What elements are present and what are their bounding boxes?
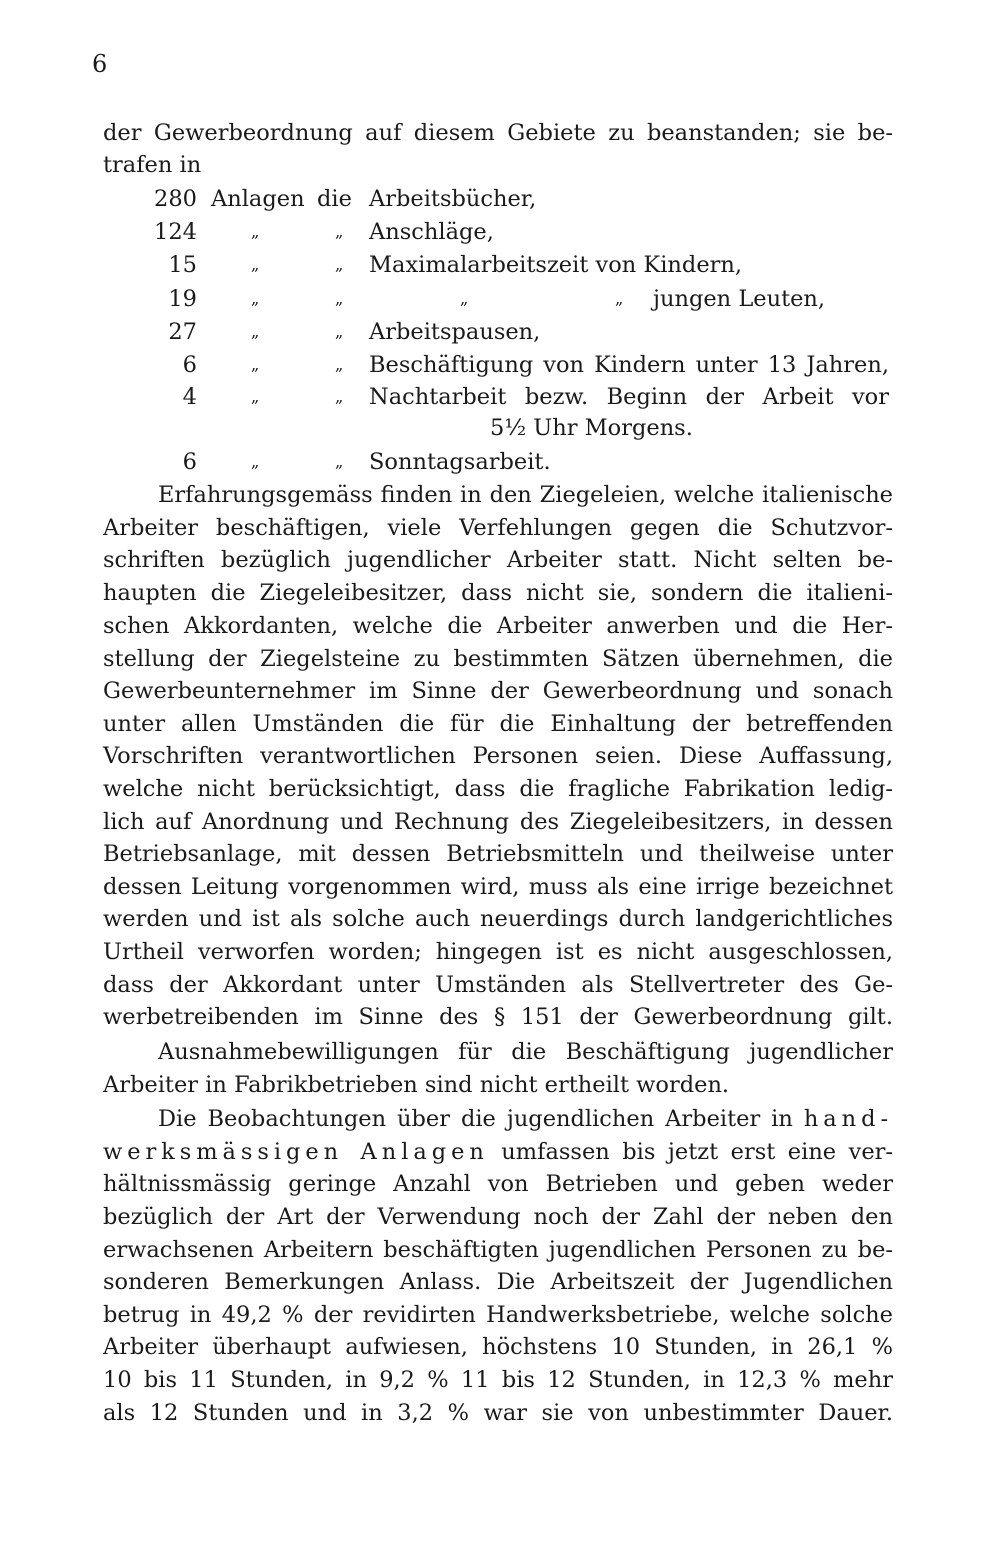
text-line: werbetreibenden im Sinne des § 151 der Gewerbeordnung gilt. xyxy=(103,1004,893,1030)
text-line: Vorschriften verantwortlichen Personen seien. Diese Auffassung, xyxy=(103,743,893,769)
text-line: Betriebsanlage, mit dessen Betriebsmitteln und theilweise unter xyxy=(103,841,893,867)
ditto-mark: „ xyxy=(251,387,260,406)
list-item xyxy=(103,316,893,349)
ditto-mark: „ xyxy=(251,289,260,308)
ditto-mark: „ xyxy=(335,355,344,374)
text-line: haupten die Ziegeleibesitzer, dass nicht sie, sondern die italieni- xyxy=(103,580,893,606)
text-line: werden und ist als solche auch neuerdings durch landgerichtliches xyxy=(103,906,893,932)
text-line xyxy=(103,1136,893,1169)
page-number: 6 xyxy=(92,50,108,78)
ditto-mark: „ xyxy=(335,452,344,471)
text-line: erwachsenen Arbeitern beschäftigten jugendlichen Personen zu be- xyxy=(103,1237,893,1263)
list-item xyxy=(103,381,893,414)
text-line: bezüglich der Art der Verwendung noch der Zahl der neben den xyxy=(103,1204,893,1230)
text-line: schriften bezüglich jugendlicher Arbeiter statt. Nicht selten be- xyxy=(103,547,893,573)
text-line: stellung der Ziegelsteine zu bestimmten Sätzen übernehmen, die xyxy=(103,646,893,672)
list-text: Arbeitspausen, xyxy=(369,319,541,345)
text-line: Ausnahmebewilligungen für die Beschäftigung jugendlicher xyxy=(158,1039,893,1065)
text-line: dessen Leitung vorgenommen wird, muss als eine irrige bezeichnet xyxy=(103,874,893,900)
ditto-mark: „ xyxy=(251,452,260,471)
list-anlagen: Anlagen xyxy=(211,186,305,212)
text-line: betrug in 49,2 % der revidirten Handwerksbetriebe, welche solche xyxy=(103,1302,893,1328)
text-line: dass der Akkordant unter Umständen als Stellvertreter des Ge- xyxy=(103,972,893,998)
text-line: lich auf Anordnung und Rechnung des Ziegeleibesitzers, in dessen xyxy=(103,809,893,835)
ditto-mark: „ xyxy=(335,289,344,308)
list-text: Beschäftigung von Kindern unter 13 Jahren, xyxy=(369,352,889,378)
list-text: Arbeitsbücher, xyxy=(369,186,537,212)
text-line: 10 bis 11 Stunden, in 9,2 % 11 bis 12 Stunden, in 12,3 % mehr xyxy=(103,1367,893,1393)
ditto-mark: „ xyxy=(335,222,344,241)
ditto-mark: „ xyxy=(615,289,624,308)
list-count: 27 xyxy=(168,319,197,345)
ditto-mark: „ xyxy=(335,322,344,341)
text-line: Arbeiter beschäftigen, viele Verfehlungen gegen die Schutzvor- xyxy=(103,515,893,541)
list-die: die xyxy=(317,186,352,212)
list-item xyxy=(103,249,893,282)
text-line: trafen in xyxy=(103,152,202,178)
list-count: 4 xyxy=(182,384,197,410)
text-line: Urtheil verworfen worden; hingegen ist es nicht ausgeschlossen, xyxy=(103,939,893,965)
text-line: Arbeiter überhaupt aufwiesen, höchstens 10 Stunden, in 26,1 % xyxy=(103,1334,893,1360)
list-count: 6 xyxy=(182,449,197,475)
text-line: der Gewerbeordnung auf diesem Gebiete zu beanstanden; sie be- xyxy=(103,120,893,146)
spaced-emphasis: hand- xyxy=(803,1106,893,1132)
list-count: 6 xyxy=(182,352,197,378)
text-line: schen Akkordanten, welche die Arbeiter anwerben und die Her- xyxy=(103,613,893,639)
ditto-mark: „ xyxy=(251,355,260,374)
text-line: sonderen Bemerkungen Anlass. Die Arbeitszeit der Jugendlichen xyxy=(103,1269,893,1295)
list-count: 19 xyxy=(168,286,197,312)
text-line: welche nicht berücksichtigt, dass die fragliche Fabrikation ledig- xyxy=(103,776,893,802)
list-item xyxy=(103,183,893,216)
list-count: 124 xyxy=(154,219,197,245)
ditto-mark: „ xyxy=(251,322,260,341)
text-line: unter allen Umständen die für die Einhaltung der betreffenden xyxy=(103,711,893,737)
text-segment: Die Beobachtungen über die jugendlichen Arbeiter in xyxy=(158,1106,793,1132)
ditto-mark: „ xyxy=(251,222,260,241)
text-segment: umfassen bis jetzt erst eine ver- xyxy=(501,1139,894,1165)
list-item xyxy=(103,412,893,445)
list-item xyxy=(103,216,893,249)
list-item xyxy=(103,446,893,479)
list-text-continuation: 5½ Uhr Morgens. xyxy=(490,415,693,441)
list-count: 15 xyxy=(168,252,197,278)
list-text: Sonntagsarbeit. xyxy=(369,449,551,475)
text-line xyxy=(158,1103,893,1136)
text-line: hältnissmässig geringe Anzahl von Betrieben und geben weder xyxy=(103,1171,893,1197)
ditto-mark: „ xyxy=(335,255,344,274)
ditto-mark: „ xyxy=(335,387,344,406)
list-item xyxy=(103,349,893,382)
text-line: als 12 Stunden und in 3,2 % war sie von unbestimmter Dauer. xyxy=(103,1400,893,1426)
spaced-emphasis: werksmässigen Anlagen xyxy=(103,1139,489,1165)
list-text: jungen Leuten, xyxy=(653,286,826,312)
list-item xyxy=(103,283,893,316)
list-text: Maximalarbeitszeit von Kindern, xyxy=(369,252,743,278)
ditto-mark: „ xyxy=(251,255,260,274)
text-line: Arbeiter in Fabrikbetrieben sind nicht ertheilt worden. xyxy=(103,1072,730,1098)
text-line: Gewerbeunternehmer im Sinne der Gewerbeordnung und sonach xyxy=(103,678,893,704)
text-line: Erfahrungsgemäss finden in den Ziegeleien, welche italienische xyxy=(158,482,893,508)
list-count: 280 xyxy=(154,186,197,212)
list-text: Anschläge, xyxy=(369,219,494,245)
ditto-mark: „ xyxy=(460,289,469,308)
list-text: Nachtarbeit bezw. Beginn der Arbeit vor xyxy=(369,384,889,410)
